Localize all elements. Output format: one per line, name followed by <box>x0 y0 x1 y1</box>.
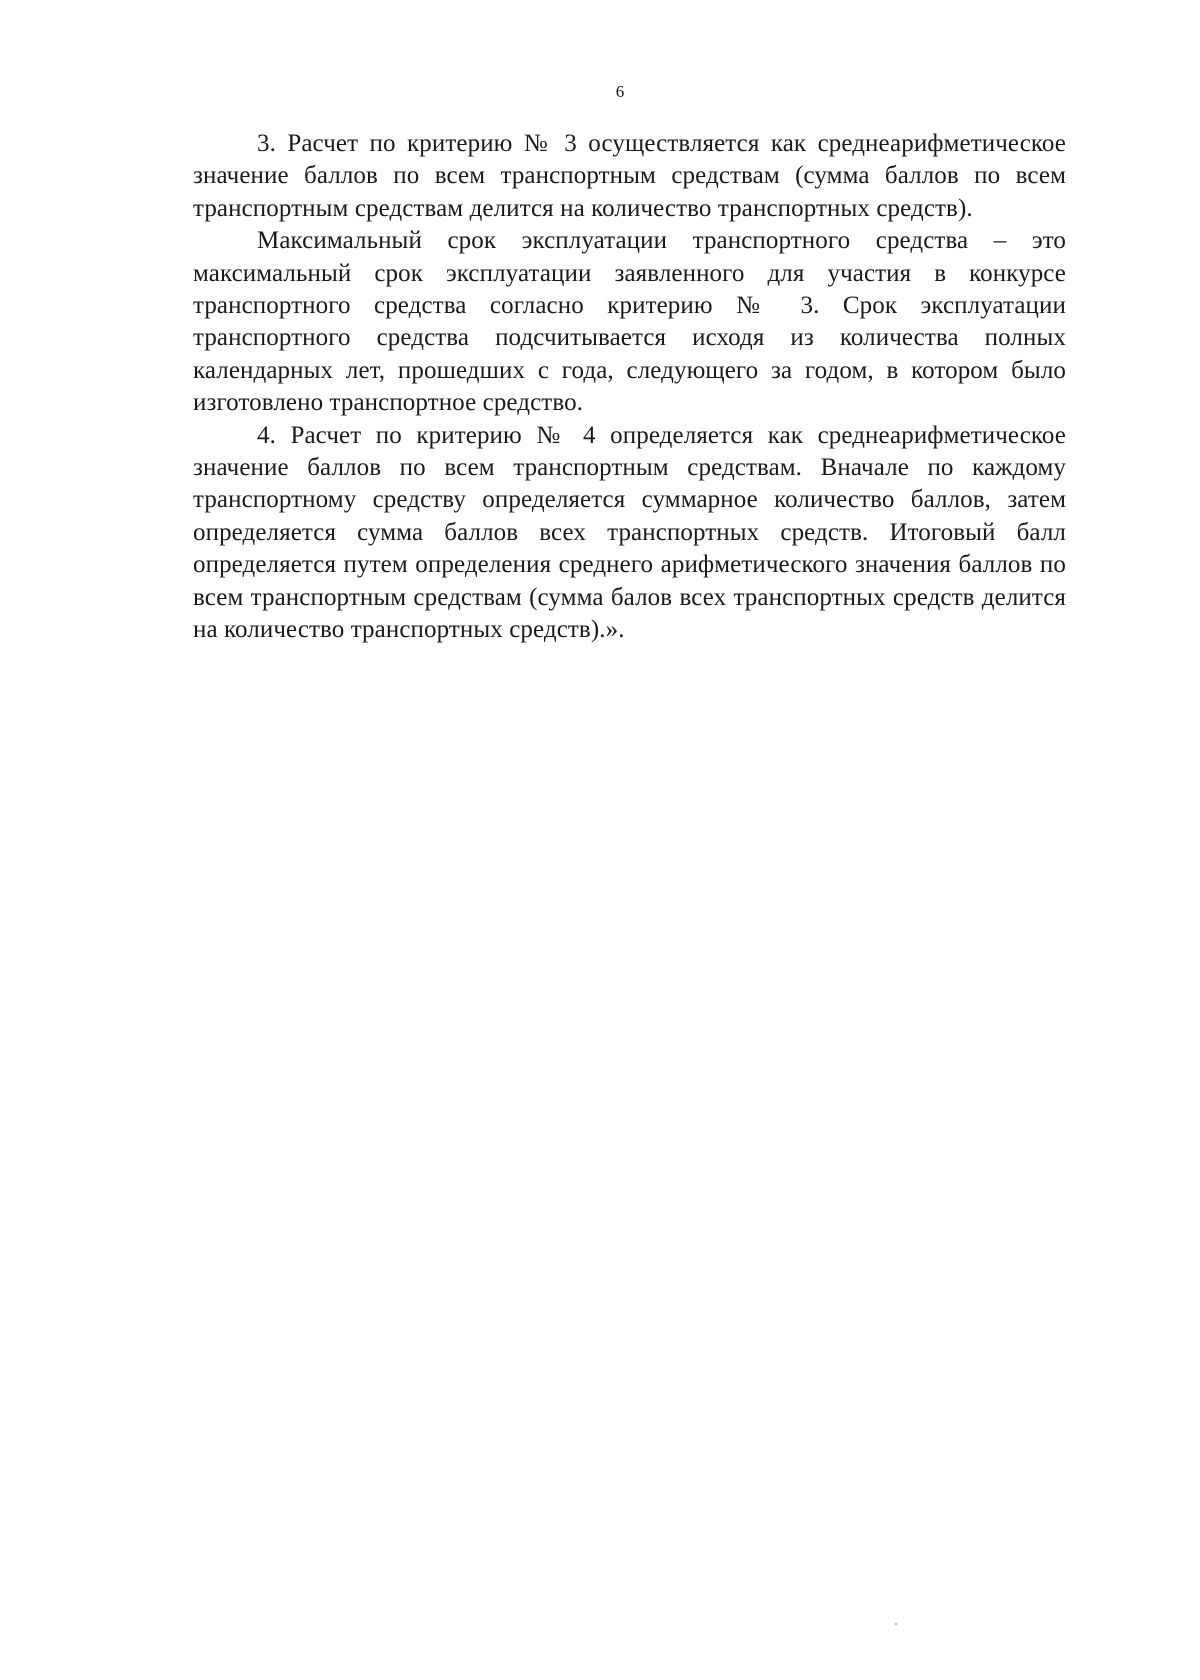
document-body <box>193 128 1066 647</box>
page-number: 6 <box>615 82 625 101</box>
paragraph-criterion-4: 4. Расчет по критерию № 4 определяется как среднеарифметическое значение баллов по всем транспортным средствам. Вначале по каждому транспортному средству определяется суммарное количество баллов, затем определяется сумма баллов всех транспортных средств. Итоговый балл определяется путем определения среднего арифметического значения баллов по всем транспортным средствам (сумма балов всех транспортных средств делится на количество транспортных средств).». <box>193 421 1066 644</box>
scan-speck <box>895 1623 897 1625</box>
paragraph-max-service-life: Максимальный срок эксплуатации транспортного средства – это максимальный срок эксплуатации заявленного для участия в конкурсе транспортного средства согласно критерию № 3. Срок эксплуатации транспортного средства подсчитывается исходя из количества полных календарных лет, прошедших с года, следующего за годом, в котором было изготовлено транспортное средство. <box>193 227 1066 417</box>
paragraph-criterion-3: 3. Расчет по критерию № 3 осуществляется как среднеарифметическое значение баллов по всем транспортным средствам (сумма баллов по всем транспортным средствам делится на количество транспортных средств). <box>193 130 1066 222</box>
